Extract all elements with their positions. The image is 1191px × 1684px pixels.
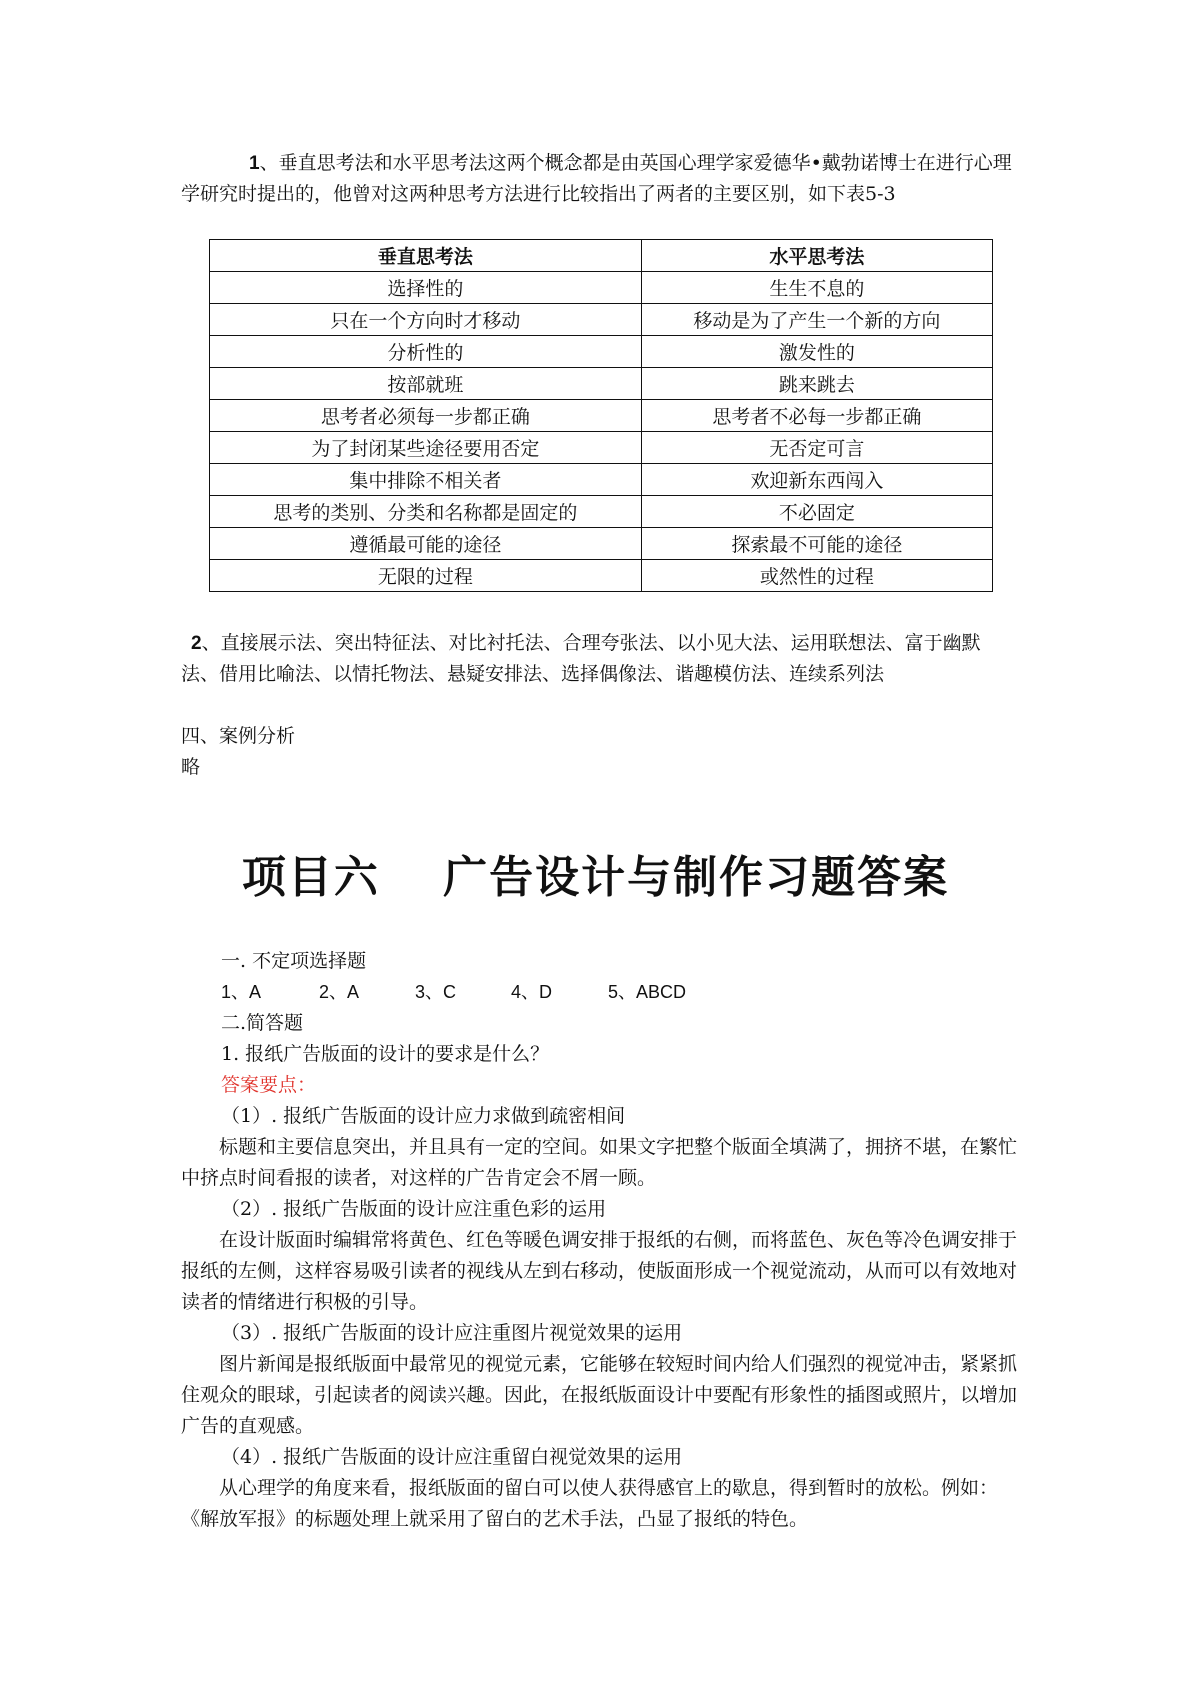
point-title: （1）. 报纸广告版面的设计应力求做到疏密相间	[221, 1105, 626, 1127]
table-cell: 不必固定	[641, 496, 992, 528]
item2-paragraph	[181, 628, 1017, 690]
answer-item: 5、ABCD	[608, 982, 687, 1002]
table-cell: 遵循最可能的途径	[210, 528, 642, 560]
table-row	[210, 528, 993, 560]
table-cell: 或然性的过程	[641, 560, 992, 592]
table-cell: 思考者不必每一步都正确	[641, 400, 992, 432]
answer-item: 4、D	[511, 982, 553, 1002]
intro-number: 1	[249, 153, 260, 174]
table-row	[210, 432, 993, 464]
table-cell: 选择性的	[210, 272, 642, 304]
table-cell: 为了封闭某些途径要用否定	[210, 432, 642, 464]
table-cell: 跳来跳去	[641, 368, 992, 400]
table-cell: 分析性的	[210, 336, 642, 368]
table-cell: 生生不息的	[641, 272, 992, 304]
table-cell: 无限的过程	[210, 560, 642, 592]
comparison-table	[209, 239, 993, 592]
point-body: 从心理学的角度来看，报纸版面的留白可以使人获得感官上的歇息，得到暂时的放松。例如：《解放军报》的标题处理上就采用了留白的艺术手法，凸显了报纸的特色。	[181, 1477, 999, 1530]
table-cell: 激发性的	[641, 336, 992, 368]
table-header-lateral: 水平思考法	[641, 240, 992, 272]
answer-list	[221, 977, 686, 1008]
intro-paragraph	[181, 148, 1017, 210]
point-title: （2）. 报纸广告版面的设计应注重色彩的运用	[221, 1198, 607, 1220]
item2-text: 、直接展示法、突出特征法、对比衬托法、合理夸张法、以小见大法、运用联想法、富于幽默法、借用比喻法、以情托物法、悬疑安排法、选择偶像法、谐趣模仿法、连续系列法	[181, 632, 981, 685]
answer-item: 2、A	[319, 982, 360, 1002]
table-row	[210, 272, 993, 304]
answer-item: 1、A	[221, 982, 262, 1002]
table-header-row	[210, 240, 993, 272]
table-row	[210, 304, 993, 336]
table-row	[210, 560, 993, 592]
table-header-vertical: 垂直思考法	[210, 240, 642, 272]
intro-text: 、垂直思考法和水平思考法这两个概念都是由英国心理学家爱德华•戴勃诺博士在进行心理学研究时提出的，他曾对这两种思考方法进行比较指出了两者的主要区别，如下表5-3	[181, 152, 1012, 205]
part2-heading: 二.简答题	[221, 1012, 304, 1034]
table-row	[210, 368, 993, 400]
project-title: 项目六 广告设计与制作习题答案	[241, 852, 950, 903]
section4-body: 略	[181, 756, 201, 778]
section4-heading: 四、案例分析	[181, 725, 296, 747]
table-row	[210, 496, 993, 528]
part1-heading: 一. 不定项选择题	[221, 950, 367, 972]
table-cell: 思考者必须每一步都正确	[210, 400, 642, 432]
table-cell: 按部就班	[210, 368, 642, 400]
table-row	[210, 464, 993, 496]
point-body: 标题和主要信息突出，并且具有一定的空间。如果文字把整个版面全填满了，拥挤不堪，在繁忙中挤点时间看报的读者，对这样的广告肯定会不屑一顾。	[181, 1136, 1018, 1189]
table-cell: 只在一个方向时才移动	[210, 304, 642, 336]
table-cell: 无否定可言	[641, 432, 992, 464]
table-row	[210, 400, 993, 432]
point-body: 图片新闻是报纸版面中最常见的视觉元素，它能够在较短时间内给人们强烈的视觉冲击，紧紧抓住观众的眼球，引起读者的阅读兴趣。因此，在报纸版面设计中要配有形象性的插图或照片，以增加广告的直观感。	[181, 1353, 1018, 1437]
table-cell: 移动是为了产生一个新的方向	[641, 304, 992, 336]
table-cell: 欢迎新东西闯入	[641, 464, 992, 496]
point-body: 在设计版面时编辑常将黄色、红色等暖色调安排于报纸的右侧，而将蓝色、灰色等冷色调安排于报纸的左侧，这样容易吸引读者的视线从左到右移动，使版面形成一个视觉流动，从而可以有效地对读者的情绪进行积极的引导。	[181, 1229, 1018, 1313]
table-cell: 集中排除不相关者	[210, 464, 642, 496]
table-row	[210, 336, 993, 368]
item2-number: 2	[191, 633, 202, 654]
table-cell: 思考的类别、分类和名称都是固定的	[210, 496, 642, 528]
point-title: （4）. 报纸广告版面的设计应注重留白视觉效果的运用	[221, 1446, 683, 1468]
table-cell: 探索最不可能的途径	[641, 528, 992, 560]
point-title: （3）. 报纸广告版面的设计应注重图片视觉效果的运用	[221, 1322, 683, 1344]
answer-item: 3、C	[415, 982, 457, 1002]
answer-label: 答案要点：	[221, 1074, 317, 1096]
question-text: 1. 报纸广告版面的设计的要求是什么？	[221, 1043, 550, 1065]
